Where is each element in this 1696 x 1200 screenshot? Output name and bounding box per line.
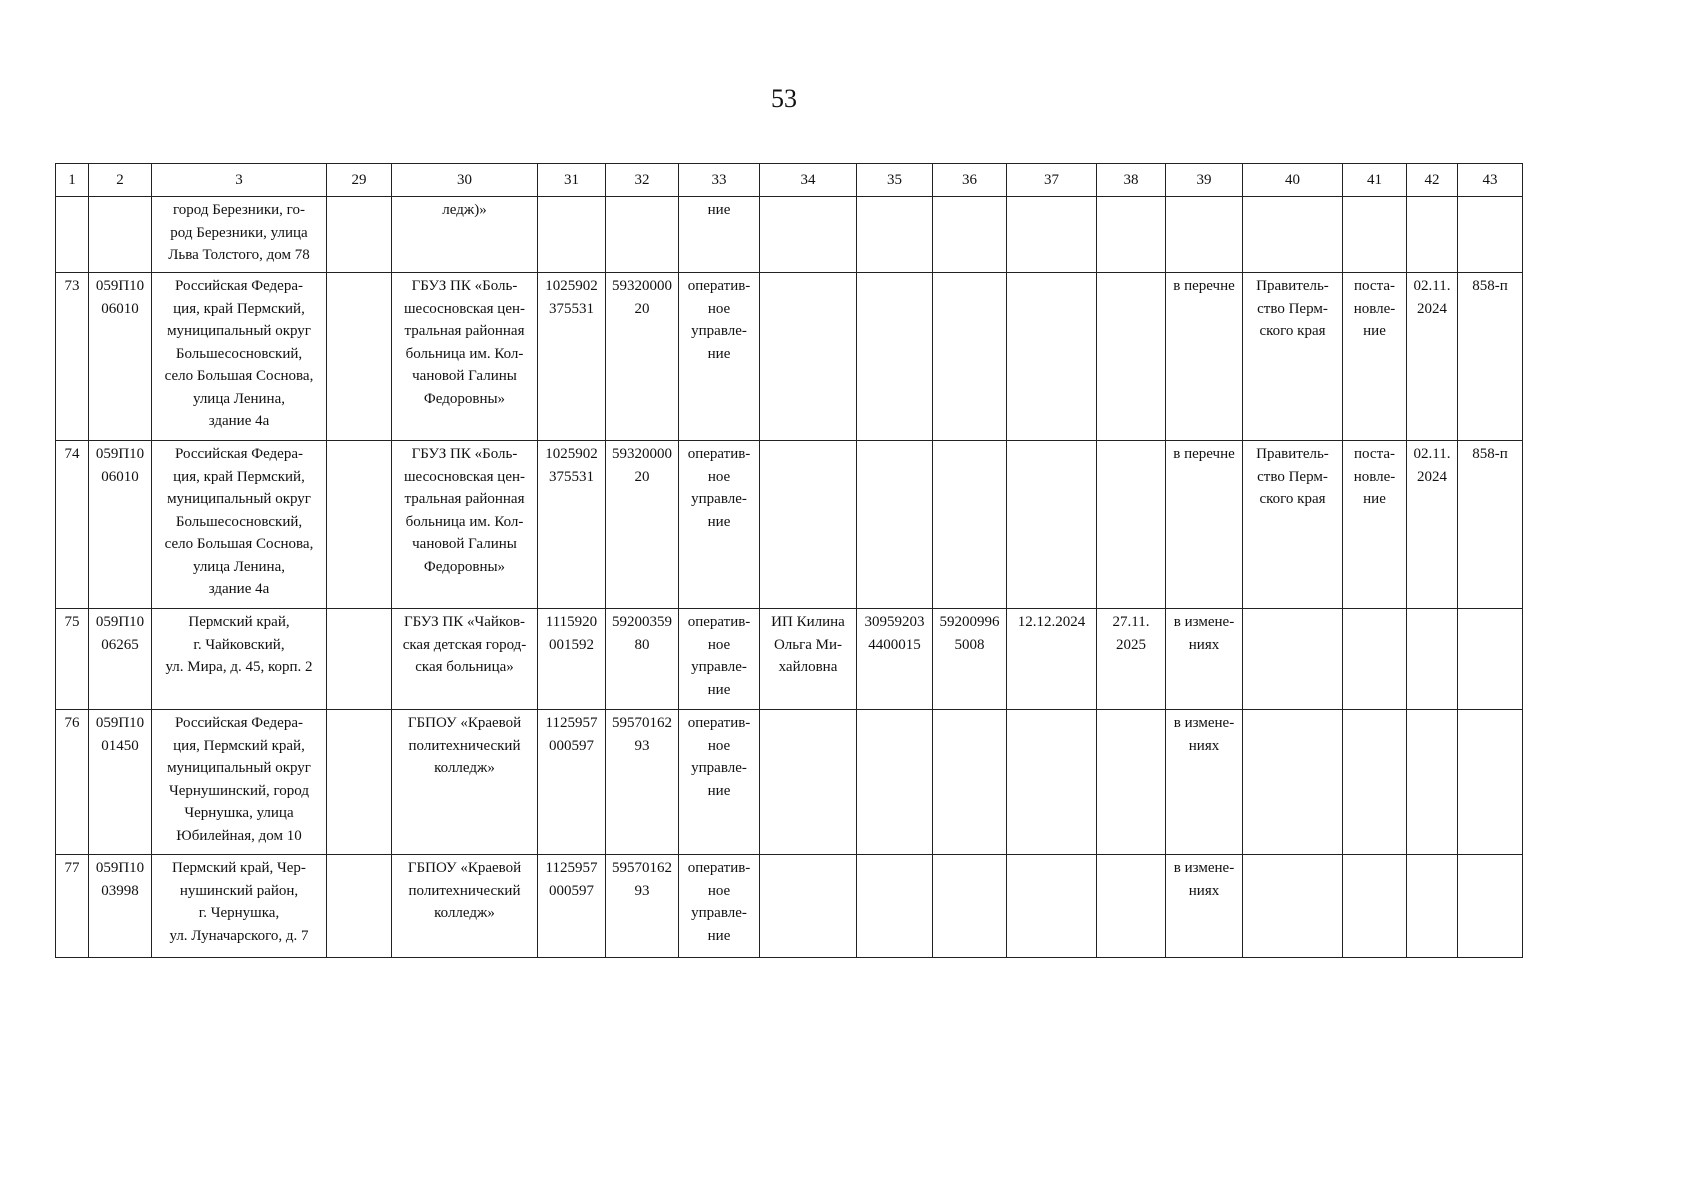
cell-text-line: 30959203 [864, 614, 925, 630]
cell-text-line: 001592 [549, 636, 594, 653]
cell-text-line: 059П10 [95, 860, 145, 876]
cell-text-line: 375531 [549, 300, 594, 317]
cell-text-line: оператив- [687, 278, 751, 294]
table-cell-col-43 [1458, 441, 1523, 609]
cell-text-line: чановой Галины [412, 368, 517, 384]
table-cell-col-31 [538, 609, 606, 710]
cell-text-line: 20 [634, 468, 650, 485]
table-cell-col-39 [1166, 273, 1243, 441]
table-cell-col-41 [1343, 273, 1407, 441]
cell-text-line: политехнический [408, 737, 521, 754]
cell-text-line: 59200996 [939, 614, 1000, 630]
table-cell-col-39 [1166, 855, 1243, 958]
table-cell-col-1 [56, 441, 89, 609]
cell-text-line: Правитель- [1256, 446, 1329, 462]
cell-text-line: ГБУЗ ПК «Чайков- [403, 614, 526, 630]
cell-text-line: 059П10 [95, 614, 145, 630]
cell-text-line: оператив- [687, 860, 751, 876]
table-cell-col-31 [538, 273, 606, 441]
table-cell-col-36 [933, 855, 1007, 958]
table-cell-col-29 [327, 197, 392, 273]
cell-text-line: колледж» [434, 905, 495, 921]
table-cell-col-32 [606, 441, 679, 609]
cell-text-line: ство Перм- [1257, 300, 1328, 317]
cell-text-line: ние [707, 927, 731, 944]
cell-text-line: улица Ленина, [192, 558, 285, 575]
table-cell-col-40 [1243, 710, 1343, 855]
cell-text-line: ского края [1259, 491, 1326, 507]
cell-text-line: в измене- [1173, 715, 1235, 731]
table-cell-col-34 [760, 197, 857, 273]
cell-text-line: хайловна [778, 659, 838, 675]
cell-text-line: 93 [634, 737, 650, 754]
table-cell-col-2 [89, 441, 152, 609]
cell-text-line: ное [707, 468, 731, 485]
cell-text-line: ние [707, 345, 731, 362]
table-cell-col-42 [1407, 197, 1458, 273]
column-header-40: 40 [1243, 164, 1343, 197]
cell-text-line: город Березники, го- [173, 202, 305, 218]
table-cell-col-42 [1407, 441, 1458, 609]
cell-text-line: новле- [1353, 468, 1396, 485]
cell-text-line: муниципальный округ [167, 760, 311, 776]
cell-text-line: Федоровны» [423, 390, 506, 407]
cell-text-line: 12.12.2024 [1017, 614, 1086, 630]
cell-text-line: политехнический [408, 882, 521, 899]
column-header-30: 30 [392, 164, 538, 197]
cell-text-line: ул. Луначарского, д. 7 [169, 927, 309, 944]
table-cell-col-42 [1407, 855, 1458, 958]
cell-text-line: 5008 [954, 636, 985, 653]
cell-text-line: ская детская город- [402, 636, 527, 653]
table-cell-col-33 [679, 273, 760, 441]
page-number: 53 [771, 84, 797, 113]
table-cell-col-33 [679, 441, 760, 609]
registry-table [55, 163, 1523, 958]
cell-text-line: 02.11. [1413, 446, 1451, 462]
cell-text-line: ул. Мира, д. 45, корп. 2 [165, 659, 313, 675]
table-cell-col-2 [89, 273, 152, 441]
table-cell-col-29 [327, 441, 392, 609]
table-cell-col-32 [606, 855, 679, 958]
table-cell-col-3 [152, 273, 327, 441]
table-cell-col-31 [538, 710, 606, 855]
cell-text-line: здание 4а [208, 581, 270, 597]
cell-text-line: ция, край Пермский, [173, 300, 305, 317]
cell-text-line: ГБУЗ ПК «Боль- [411, 446, 518, 462]
table-cell-col-33 [679, 855, 760, 958]
table-cell-col-29 [327, 273, 392, 441]
column-header-2: 2 [89, 164, 152, 197]
table-cell-col-31 [538, 197, 606, 273]
column-header-37: 37 [1007, 164, 1097, 197]
table-cell-col-2 [89, 855, 152, 958]
table-cell-col-34 [760, 855, 857, 958]
table-cell-col-35 [857, 855, 933, 958]
cell-text-line: 03998 [101, 882, 139, 899]
cell-text-line: Большесосновский, [175, 513, 303, 530]
table-cell-col-30 [392, 855, 538, 958]
table-cell-col-1 [56, 609, 89, 710]
column-header-36: 36 [933, 164, 1007, 197]
table-cell-col-40 [1243, 855, 1343, 958]
cell-text-line: 59570162 [612, 860, 672, 876]
cell-text-line: Чернушинский, город [168, 782, 310, 799]
cell-text-line: больница им. Кол- [405, 345, 524, 362]
column-header-43: 43 [1458, 164, 1523, 197]
table-row [56, 609, 1523, 710]
cell-text-line: 06010 [101, 300, 139, 317]
table-cell-col-38 [1097, 273, 1166, 441]
cell-text-line: ние [707, 782, 731, 799]
table-cell-col-33 [679, 197, 760, 273]
cell-text-line: г. Чайковский, [193, 636, 285, 653]
cell-text-line: больница им. Кол- [405, 513, 524, 530]
table-cell-col-2 [89, 609, 152, 710]
table-cell-col-32 [606, 609, 679, 710]
cell-text-line: 1125957 [545, 715, 598, 731]
cell-text-line: 858-п [1472, 278, 1508, 294]
table-cell-col-37 [1007, 197, 1097, 273]
table-cell-col-41 [1343, 855, 1407, 958]
table-cell-col-35 [857, 710, 933, 855]
cell-text-line: ное [707, 636, 731, 653]
column-header-39: 39 [1166, 164, 1243, 197]
table-cell-col-30 [392, 197, 538, 273]
table-cell-col-33 [679, 609, 760, 710]
cell-text-line: в измене- [1173, 614, 1235, 630]
table-cell-col-37 [1007, 609, 1097, 710]
table-cell-col-38 [1097, 441, 1166, 609]
table-cell-col-29 [327, 855, 392, 958]
table-cell-col-43 [1458, 710, 1523, 855]
table-cell-col-3 [152, 710, 327, 855]
cell-text-line: ние [707, 681, 731, 698]
cell-text-line: управле- [691, 760, 747, 776]
table-cell-col-30 [392, 710, 538, 855]
cell-text-line: управле- [691, 659, 747, 675]
cell-text-line: ниях [1188, 882, 1220, 899]
cell-text-line: село Большая Соснова, [164, 536, 314, 552]
cell-text-line: ского края [1259, 323, 1326, 339]
cell-text-line: Льва Толстого, дом 78 [168, 247, 310, 263]
cell-text-line: 59200359 [612, 614, 672, 630]
table-cell-col-41 [1343, 609, 1407, 710]
cell-text-line: 000597 [549, 882, 594, 899]
cell-text-line: управле- [691, 905, 747, 921]
table-cell-col-40 [1243, 441, 1343, 609]
table-cell-col-3 [152, 197, 327, 273]
cell-text-line: 4400015 [868, 636, 921, 653]
table-cell-col-33 [679, 710, 760, 855]
cell-text-line: ГБУЗ ПК «Боль- [411, 278, 518, 294]
cell-text-line: ство Перм- [1257, 468, 1328, 485]
table-row [56, 855, 1523, 958]
cell-text-line: 77 [64, 860, 80, 876]
table-cell-col-32 [606, 273, 679, 441]
cell-text-line: 000597 [549, 737, 594, 754]
cell-text-line: село Большая Соснова, [164, 368, 314, 384]
table-cell-col-29 [327, 609, 392, 710]
cell-text-line: ниях [1188, 737, 1220, 754]
table-cell-col-36 [933, 609, 1007, 710]
cell-text-line: в перечне [1173, 278, 1235, 294]
cell-text-line: здание 4а [208, 413, 270, 429]
cell-text-line: 59570162 [612, 715, 672, 731]
cell-text-line: в перечне [1173, 446, 1235, 462]
cell-text-line: нушинский район, [179, 882, 299, 899]
cell-text-line: ГБПОУ «Краевой [407, 860, 522, 876]
cell-text-line: 375531 [549, 468, 594, 485]
table-cell-col-39 [1166, 609, 1243, 710]
cell-text-line: ция, край Пермский, [173, 468, 305, 485]
cell-text-line: 01450 [101, 737, 139, 754]
cell-text-line: Юбилейная, дом 10 [176, 827, 302, 844]
table-cell-col-35 [857, 197, 933, 273]
column-header-29: 29 [327, 164, 392, 197]
table-cell-col-30 [392, 273, 538, 441]
cell-text-line: 73 [64, 278, 80, 294]
cell-text-line: оператив- [687, 614, 751, 630]
cell-text-line: поста- [1354, 446, 1395, 462]
cell-text-line: муниципальный округ [167, 323, 311, 339]
table-cell-col-34 [760, 441, 857, 609]
cell-text-line: 06010 [101, 468, 139, 485]
table-cell-col-35 [857, 441, 933, 609]
cell-text-line: 27.11. [1112, 614, 1150, 630]
table-cell-col-43 [1458, 855, 1523, 958]
cell-text-line: ние [1363, 323, 1386, 339]
table-cell-col-2 [89, 710, 152, 855]
table-cell-col-30 [392, 441, 538, 609]
table-cell-col-34 [760, 710, 857, 855]
column-header-32: 32 [606, 164, 679, 197]
table-cell-col-36 [933, 273, 1007, 441]
cell-text-line: 1025902 [545, 278, 598, 294]
cell-text-line: 74 [64, 446, 80, 462]
cell-text-line: Пермский край, [188, 614, 290, 630]
cell-text-line: 059П10 [95, 446, 145, 462]
cell-text-line: новле- [1353, 300, 1396, 317]
cell-text-line: Российская Федера- [175, 715, 303, 731]
table-cell-col-1 [56, 710, 89, 855]
table-cell-col-38 [1097, 710, 1166, 855]
cell-text-line: Правитель- [1256, 278, 1329, 294]
table-cell-col-40 [1243, 197, 1343, 273]
table-cell-col-42 [1407, 273, 1458, 441]
table-cell-col-38 [1097, 609, 1166, 710]
cell-text-line: ледж)» [442, 202, 487, 218]
table-cell-col-35 [857, 273, 933, 441]
cell-text-line: чановой Галины [412, 536, 517, 552]
header-row [56, 164, 1523, 197]
table-row [56, 197, 1523, 273]
cell-text-line: ние [1363, 491, 1386, 507]
cell-text-line: шесосновская цен- [403, 300, 526, 317]
cell-text-line: поста- [1354, 278, 1395, 294]
table-cell-col-39 [1166, 441, 1243, 609]
cell-text-line: в измене- [1173, 860, 1235, 876]
cell-text-line: ская больница» [415, 659, 514, 675]
table-cell-col-37 [1007, 441, 1097, 609]
table-cell-col-36 [933, 441, 1007, 609]
table-cell-col-37 [1007, 855, 1097, 958]
column-header-41: 41 [1343, 164, 1407, 197]
column-header-42: 42 [1407, 164, 1458, 197]
table-row [56, 710, 1523, 855]
column-header-3: 3 [152, 164, 327, 197]
table-cell-col-32 [606, 197, 679, 273]
cell-text-line: 76 [64, 715, 80, 731]
table-cell-col-41 [1343, 710, 1407, 855]
table-cell-col-34 [760, 273, 857, 441]
cell-text-line: 2024 [1417, 300, 1447, 317]
cell-text-line: Федоровны» [423, 558, 506, 575]
table-cell-col-42 [1407, 609, 1458, 710]
table-cell-col-43 [1458, 197, 1523, 273]
cell-text-line: ние [707, 202, 731, 218]
column-header-33: 33 [679, 164, 760, 197]
table-row [56, 441, 1523, 609]
cell-text-line: шесосновская цен- [403, 468, 526, 485]
table-cell-col-34 [760, 609, 857, 710]
cell-text-line: 59320000 [612, 278, 672, 294]
cell-text-line: 858-п [1472, 446, 1508, 462]
cell-text-line: ция, Пермский край, [173, 737, 305, 754]
table-cell-col-42 [1407, 710, 1458, 855]
table-cell-col-32 [606, 710, 679, 855]
cell-text-line: тральная районная [404, 323, 525, 339]
cell-text-line: Большесосновский, [175, 345, 303, 362]
cell-text-line: 20 [634, 300, 650, 317]
cell-text-line: ное [707, 300, 731, 317]
cell-text-line: Российская Федера- [175, 446, 303, 462]
table-cell-col-41 [1343, 441, 1407, 609]
table-cell-col-37 [1007, 710, 1097, 855]
cell-text-line: 1115920 [545, 614, 598, 630]
table-cell-col-30 [392, 609, 538, 710]
table-cell-col-43 [1458, 273, 1523, 441]
cell-text-line: г. Чернушка, [198, 905, 280, 921]
cell-text-line: 59320000 [612, 446, 672, 462]
column-header-38: 38 [1097, 164, 1166, 197]
cell-text-line: 2024 [1417, 468, 1447, 485]
table-cell-col-35 [857, 609, 933, 710]
table-row [56, 273, 1523, 441]
table-cell-col-31 [538, 855, 606, 958]
table-cell-col-36 [933, 197, 1007, 273]
table-cell-col-41 [1343, 197, 1407, 273]
cell-text-line: ное [707, 737, 731, 754]
cell-text-line: ное [707, 882, 731, 899]
table-cell-col-2 [89, 197, 152, 273]
table-cell-col-40 [1243, 273, 1343, 441]
cell-text-line: ИП Килина [771, 614, 845, 630]
cell-text-line: 2025 [1116, 636, 1146, 653]
cell-text-line: управле- [691, 491, 747, 507]
cell-text-line: 75 [64, 614, 80, 630]
cell-text-line: 93 [634, 882, 650, 899]
cell-text-line: 80 [634, 636, 650, 653]
table-cell-col-38 [1097, 197, 1166, 273]
table-body [56, 197, 1523, 958]
cell-text-line: муниципальный округ [167, 491, 311, 507]
cell-text-line: улица Ленина, [192, 390, 285, 407]
cell-text-line: Пермский край, Чер- [172, 860, 306, 876]
cell-text-line: 059П10 [95, 278, 145, 294]
cell-text-line: род Березники, улица [170, 224, 308, 241]
column-header-35: 35 [857, 164, 933, 197]
column-header-1: 1 [56, 164, 89, 197]
cell-text-line: колледж» [434, 760, 495, 776]
cell-text-line: ниях [1188, 636, 1220, 653]
table-cell-col-37 [1007, 273, 1097, 441]
column-header-34: 34 [760, 164, 857, 197]
cell-text-line: 059П10 [95, 715, 145, 731]
cell-text-line: Российская Федера- [175, 278, 303, 294]
cell-text-line: оператив- [687, 715, 751, 731]
cell-text-line: 02.11. [1413, 278, 1451, 294]
cell-text-line: 1125957 [545, 860, 598, 876]
cell-text-line: управле- [691, 323, 747, 339]
table-cell-col-3 [152, 441, 327, 609]
table-cell-col-39 [1166, 710, 1243, 855]
table-cell-col-1 [56, 855, 89, 958]
table-cell-col-29 [327, 710, 392, 855]
cell-text-line: 06265 [101, 636, 139, 653]
table-cell-col-3 [152, 855, 327, 958]
table-cell-col-3 [152, 609, 327, 710]
cell-text-line: ГБПОУ «Краевой [407, 715, 522, 731]
cell-text-line: Ольга Ми- [773, 636, 843, 653]
cell-text-line: 1025902 [545, 446, 598, 462]
table-cell-col-1 [56, 273, 89, 441]
cell-text-line: оператив- [687, 446, 751, 462]
table-cell-col-39 [1166, 197, 1243, 273]
cell-text-line: ние [707, 513, 731, 530]
column-header-31: 31 [538, 164, 606, 197]
table-cell-col-31 [538, 441, 606, 609]
table-cell-col-43 [1458, 609, 1523, 710]
table-cell-col-38 [1097, 855, 1166, 958]
cell-text-line: тральная районная [404, 491, 525, 507]
table-cell-col-1 [56, 197, 89, 273]
cell-text-line: Чернушка, улица [184, 805, 294, 821]
table-cell-col-40 [1243, 609, 1343, 710]
table-cell-col-36 [933, 710, 1007, 855]
